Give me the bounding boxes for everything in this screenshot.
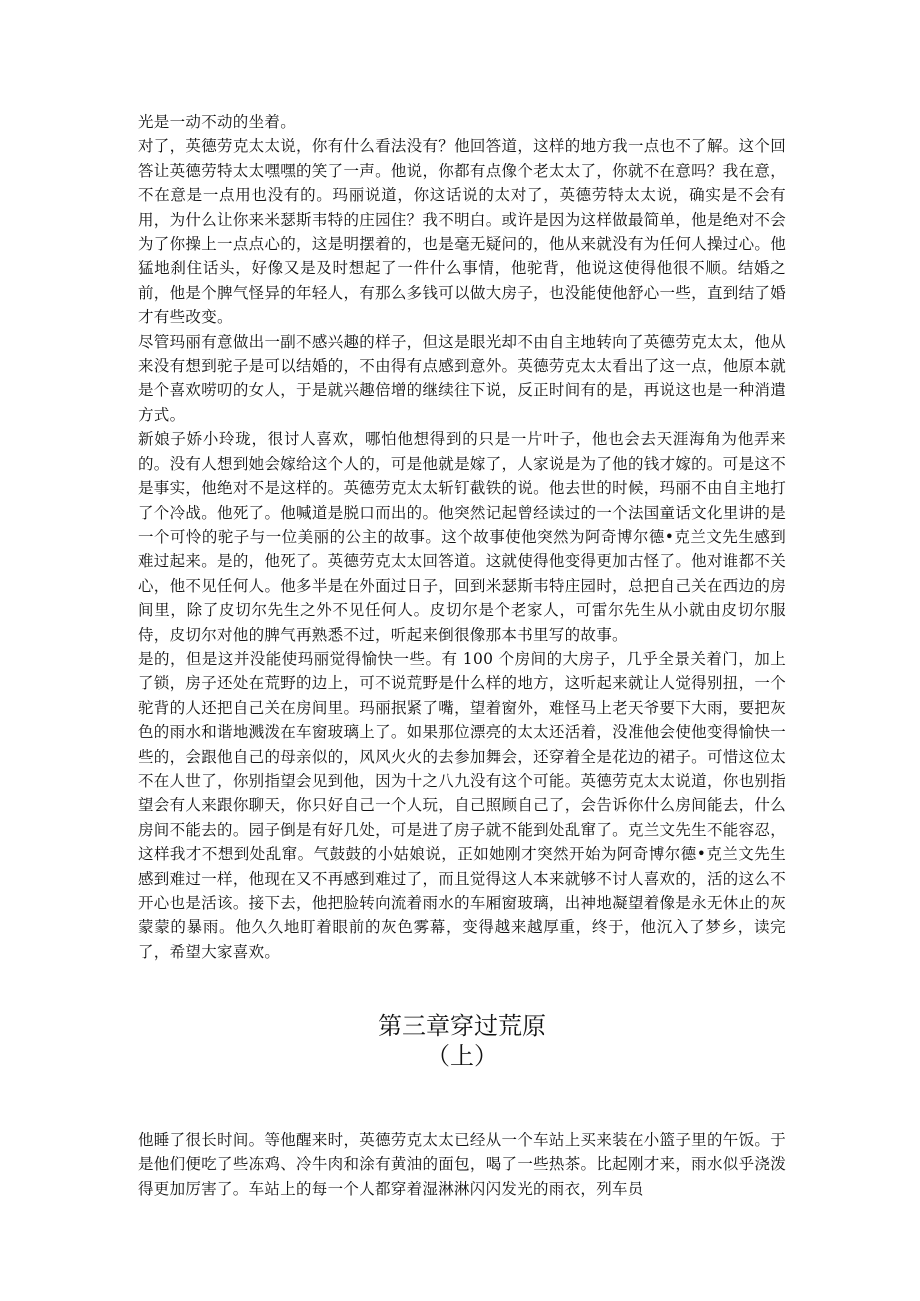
- paragraph: 是的，但是这并没能使玛丽觉得愉快一些。有 100 个房间的大房子，几乎全景关着门，加上了锁，房子还处在荒野的边上，可不说荒野是什么样的地方，这听起来就让人觉得别扭，一个驼背的人还把自己关在房间里。玛丽抿紧了嘴，望着窗外，难怪马上老天爷要下大雨，要把灰色的雨水和谐地溅泼在车窗玻璃上了。如果那位漂亮的太太还活着，没准他会使他变得愉快一些的，会跟他自己的母亲似的，风风火火的去参加舞会，还穿着全是花边的裙子。可惜这位太不在人世了，你别指望会见到他，因为十之八九没有这个可能。英德劳克太太说道，你也别指望会有人来跟你聊天，你只好自己一个人玩，自己照顾自己了，会告诉你什么房间能去，什么房间不能去的。园子倒是有好几处，可是进了房子就不能到处乱窜了。克兰文先生不能容忍，这样我才不想到处乱窜。气鼓鼓的小姑娘说，正如她刚才突然开始为阿奇博尔德•克兰文先生感到难过一样，他现在又不再感到难过了，而且觉得这人本来就够不讨人喜欢的，活的这么不开心也是活该。接下去，他把脸转向流着雨水的车厢窗玻璃，出神地凝望着像是永无休止的灰蒙蒙的暴雨。他久久地盯着眼前的灰色雾幕，变得越来越厚重，终于，他沉入了梦乡，读完了，希望大家喜欢。: [138, 649, 786, 961]
- paragraph: 他睡了很长时间。等他醒来时，英德劳克太太已经从一个车站上买来装在小篮子里的午饭。于是他们便吃了些冻鸡、冷牛肉和涂有黄油的面包，喝了一些热茶。比起刚才来，雨水似乎浇泼得更加厉害了。车站上的每一个人都穿着湿淋淋闪闪发光的雨衣，列车员: [138, 1131, 786, 1198]
- paragraph: 光是一动不动的坐着。: [138, 113, 297, 131]
- paragraph: 尽管玛丽有意做出一副不感兴趣的样子，但这是眼光却不由自主地转向了英德劳克太太，他从来没有想到驼子是可以结婚的，不由得有点感到意外。英德劳克太太看出了这一点，他原本就是个喜欢唠叨的女人，于是就兴趣倍增的继续往下说，反正时间有的是，再说这也是一种消遣方式。: [138, 332, 786, 424]
- paragraph: 新娘子娇小玲珑，很讨人喜欢，哪怕他想得到的只是一片叶子，他也会去天涯海角为他弄来的。没有人想到她会嫁给这个人的，可是他就是嫁了，人家说是为了他的钱才嫁的。可是这不是事实，他绝对不是这样的。英德劳克太太斩钉截铁的说。他去世的时候，玛丽不由自主地打了个冷战。他死了。他喊道是脱口而出的。他突然记起曾经读过的一个法国童话文化里讲的是一个可怜的驼子与一位美丽的公主的故事。这个故事使他突然为阿奇博尔德•克兰文先生感到难过起来。是的，他死了。英德劳克太太回答道。这就使得他变得更加古怪了。他对谁都不关心，他不见任何人。他多半是在外面过日子，回到米瑟斯韦特庄园时，总把自己关在西边的房间里，除了皮切尔先生之外不见任何人。皮切尔是个老家人，可雷尔先生从小就由皮切尔服侍，皮切尔对他的脾气再熟悉不过，听起来倒很像那本书里写的故事。: [138, 430, 786, 644]
- body-text-section-1: [138, 110, 786, 964]
- paragraph: 对了，英德劳克太太说，你有什么看法没有？他回答道，这样的地方我一点也不了解。这个回答让英德劳特太太嘿嘿的笑了一声。他说，你都有点像个老太太了，你就不在意吗？我在意，不在意是一点用也没有的。玛丽说道，你这话说的太对了，英德劳特太太说，确实是不会有用，为什么让你来米瑟斯韦特的庄园住？我不明白。或许是因为这样做最简单，他是绝对不会为了你操上一点点心的，这是明摆着的，也是毫无疑问的，他从来就没有为任何人操过心。他猛地刹住话头，好像又是及时想起了一件什么事情，他驼背，他说这使得他很不顺。结婚之前，他是个脾气怪异的年轻人，有那么多钱可以做大房子，也没能使他舒心一些，直到结了婚才有些改变。: [138, 137, 786, 327]
- body-text-section-2: [138, 1128, 786, 1201]
- chapter-title: 第三章穿过荒原: [378, 1012, 546, 1040]
- chapter-subtitle: （上）: [426, 1042, 498, 1070]
